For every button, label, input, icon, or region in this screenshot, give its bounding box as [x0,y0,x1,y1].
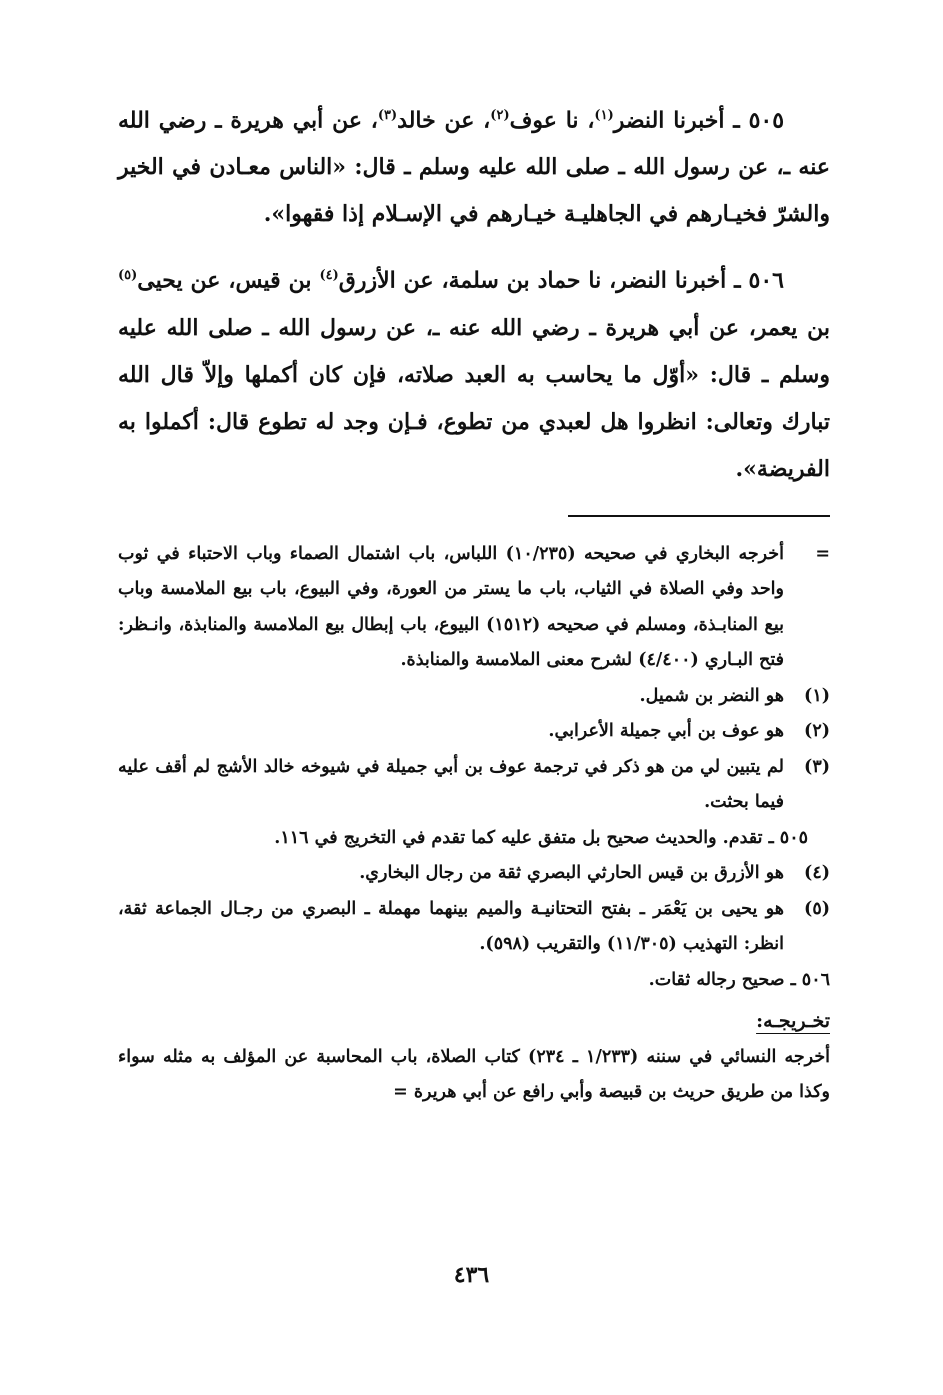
grade-505: ٥٠٥ ـ تقدم. والحديث صحيح بل متفق عليه كما تقدم في التخريج في ١١٦. [274,827,808,848]
footnote-3: (٣) لم يتبين لي من هو ذكر في ترجمة عوف بن أبي جميلة في شيوخه خالد الأشج لم أقف عليه فيما بحثت. [118,756,830,813]
footnote-2: (٢) هو عوف بن أبي جميلة الأعرابي. [548,721,830,742]
footnote-ref[interactable]: (٢) [490,108,510,123]
takhrij-text: أخرجه النسائي في سننه (١/٢٣٣ ـ ٢٣٤) كتاب الصلاة، باب المحاسبة عن المؤلف به مثله سواء وكذا من طريق حريث بن قبيصة وأبي رافع عن أبي هريرة = [118,1046,831,1103]
page-number: ٤٣٦ [453,1262,490,1288]
footnotes-section [118,537,830,1111]
hadith-505: ٥٠٥ ـ أخبرنا النضر$^{(١)}$، نا عوف$^{(٢)}$، عن خالد$^{(٣)}$، عن أبي هريرة ـ رضي الله عنه ـ، عن رسول الله ـ صلى الله عليه وسلم ـ قال: «الناس معـادن في الخير والشرّ فخيـارهم في الجاهليـة خيـارهم في الإسـلام إذا فقهوا». [118,107,830,228]
footnote-ref[interactable]: (٣) [377,108,398,123]
footnote-ref[interactable]: (١) [594,108,614,123]
grade-506: ٥٠٦ ـ صحيح رجاله ثقات. [648,969,830,990]
hadith-506: ٥٠٦ ـ أخبرنا النضر، نا حماد بن سلمة، عن الأزرق$^{(٤)}$ بن قيس، عن يحيى$^{(٥)}$ بن يعمر، عن أبي هريرة ـ رضي الله عنه ـ، عن رسول الله ـ صلى الله عليه وسلم ـ قال: «أوّل ما يحاسب به العبد صلاته، فإن كان أكملها وإلاّ قال الله تبارك وتعالى: انظروا هل لعبدي من تطوع، فـإن وجد له تطوع قال: أكملوا به الفريضة». [118,267,830,482]
footnote-ref[interactable]: (٥) [118,268,138,284]
footnote-continuation: = أخرجه البخاري في صحيحه (١٠/٢٣٥) اللباس، باب اشتمال الصماء وباب الاحتباء في ثوب واحد وفي الصلاة في الثياب، باب ما يستر من العورة، وفي البيوع، باب بيع الملامسة وباب بيع المنابـذة، ومسلم في صحيحه (١٥١٢) البيوع، باب إبطال بيع الملامسة والمنابذة، وانـظر: فتح البـاري (٤/٤٠٠) لشرح معنى الملامسة والمنابذة. [118,543,830,671]
page-body [118,92,830,1111]
hadith-number: ٥٠٥ [748,107,785,134]
footnote-4: (٤) هو الأزرق بن قيس الحارثي البصري ثقة من رجال البخاري. [359,863,830,884]
footnote-1: (١) هو النضر بن شميل. [639,685,830,706]
footnote-ref[interactable]: (٤) [319,268,339,284]
footnote-divider [568,515,830,517]
hadith-number: ٥٠٦ [748,267,784,294]
footnote-5: (٥) هو يحيى بن يَعْمَر ـ بفتح التحتانيـة والميم بينهما مهملة ـ البصري من رجـال الجماعة ثقة، انظر: التهذيب (١١/٣٠٥) والتقريب (٥٩٨). [118,898,830,955]
takhrij-heading: تخـريجـه: [756,1010,830,1033]
